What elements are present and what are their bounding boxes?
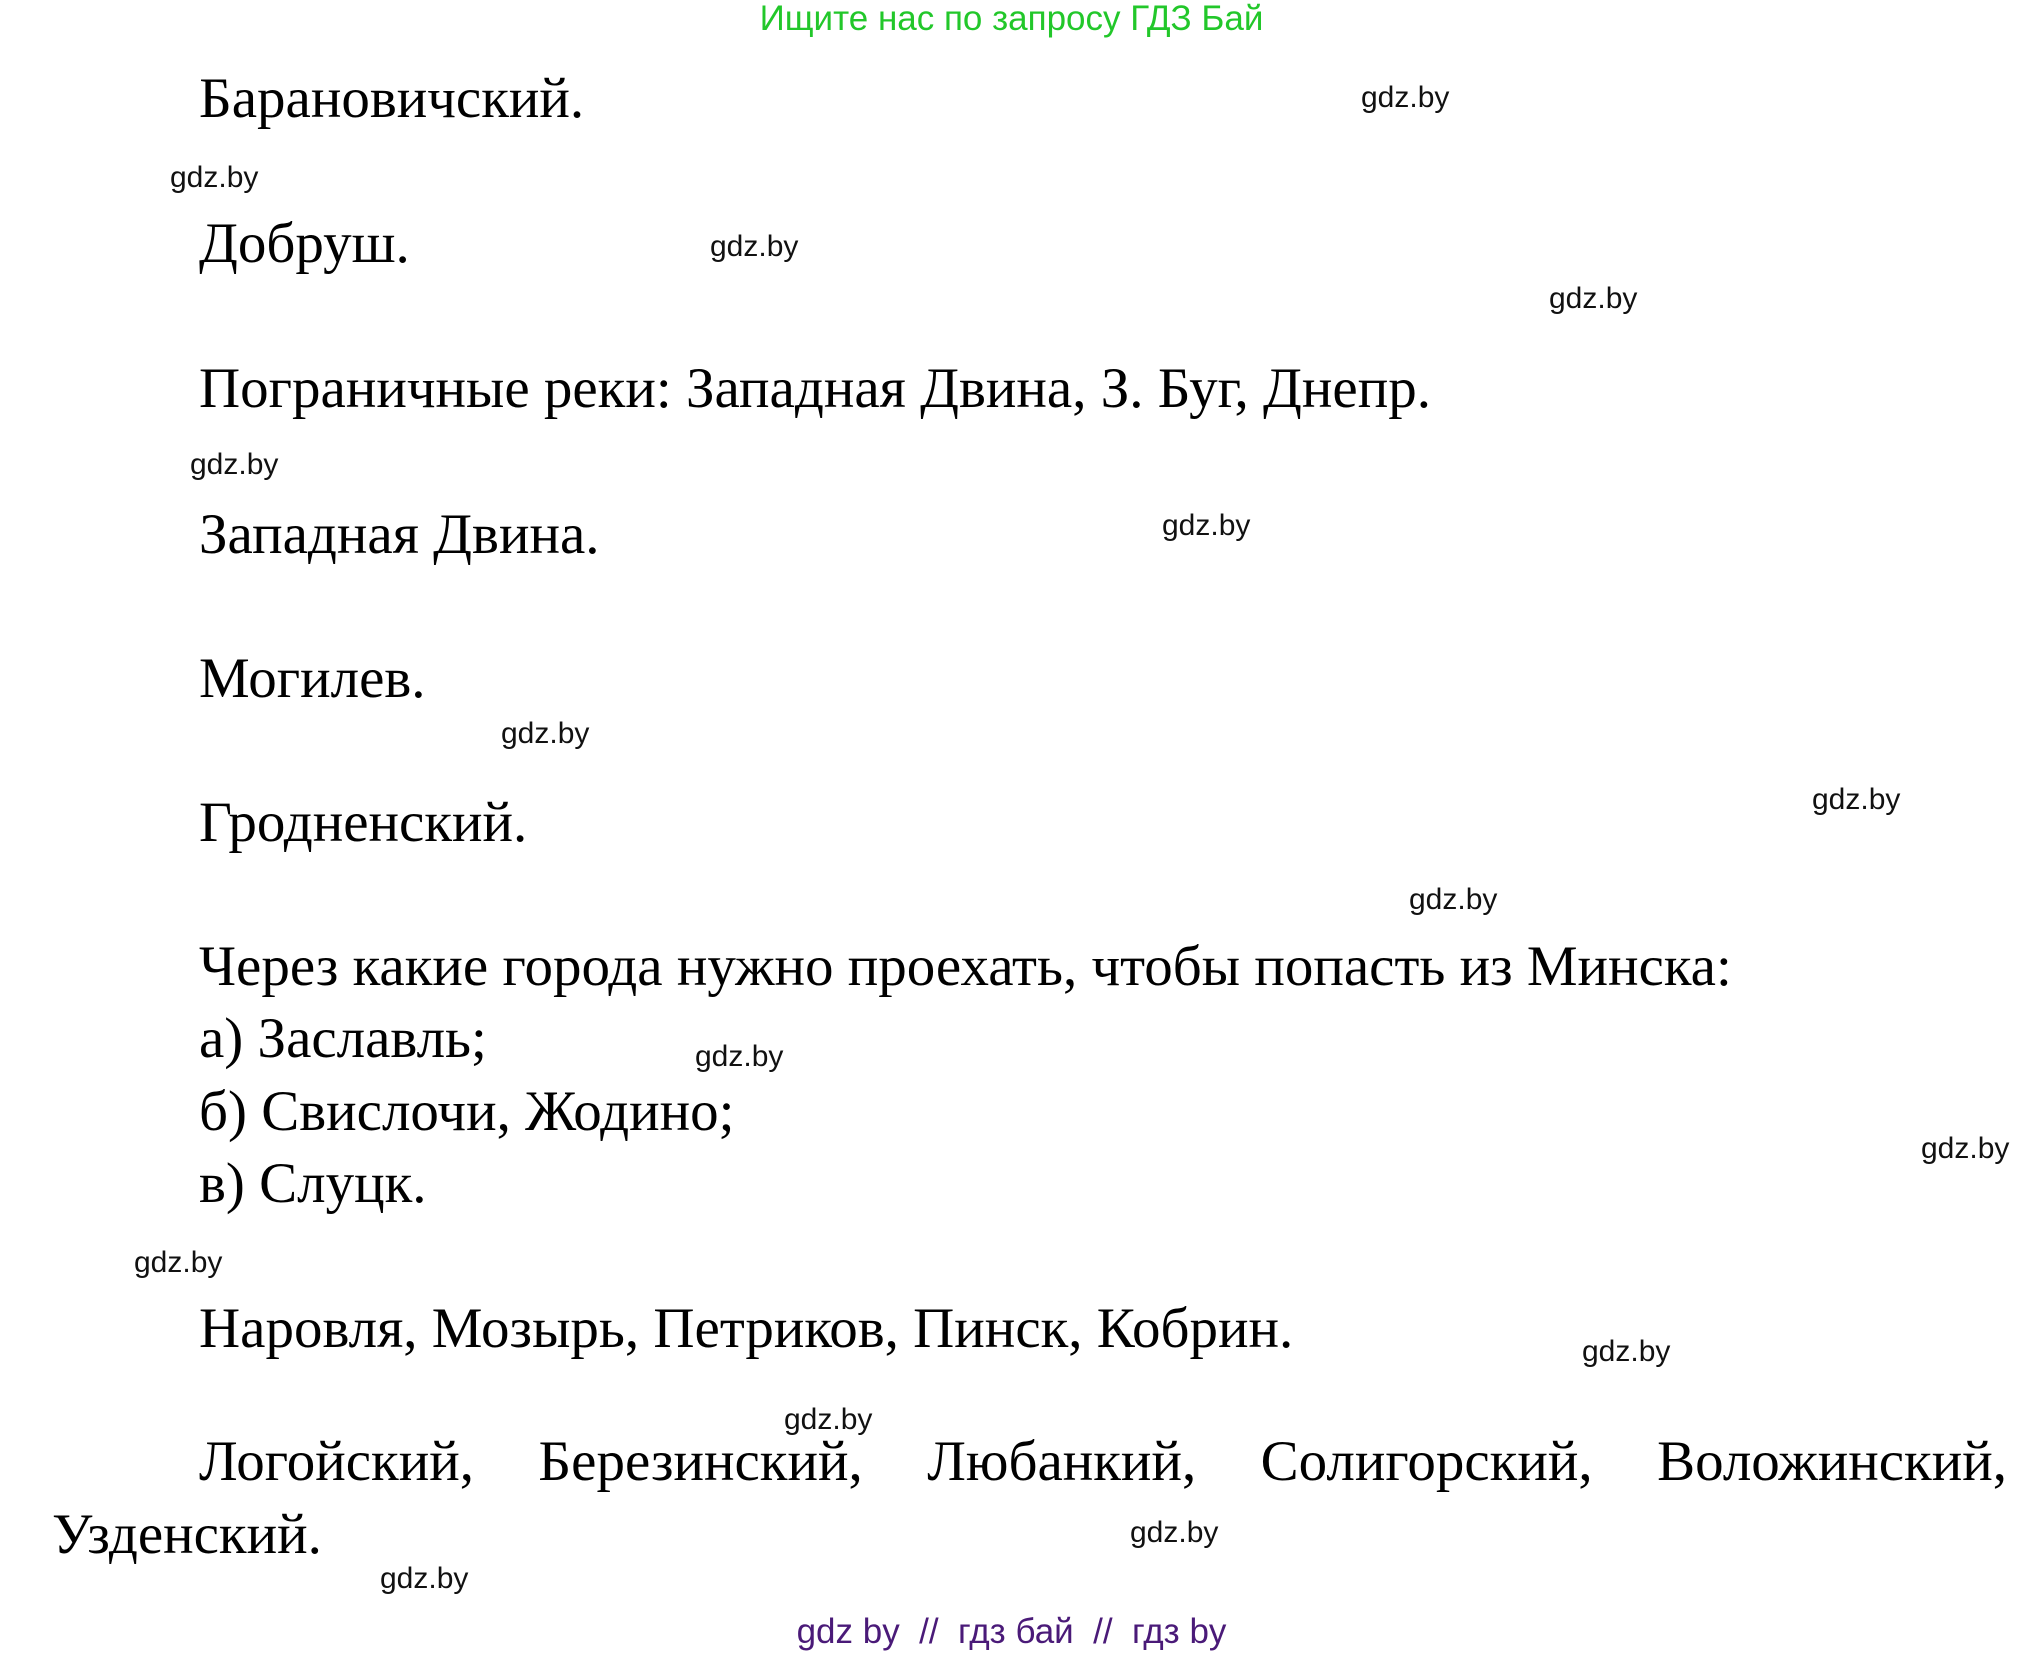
watermark: gdz.by	[695, 1040, 784, 1073]
watermark: gdz.by	[710, 230, 799, 263]
list-item: б) Свислочи, Жодино;	[199, 1080, 735, 1143]
watermark: gdz.by	[1549, 282, 1638, 315]
watermark: gdz.by	[134, 1246, 223, 1279]
watermark: gdz.by	[1162, 509, 1251, 542]
answer-line: Добруш.	[199, 212, 410, 275]
answer-line: Пограничные реки: Западная Двина, З. Буг, Днепр.	[199, 357, 1431, 420]
answer-line: Западная Двина.	[199, 503, 600, 566]
answer-line: Могилев.	[199, 647, 426, 710]
search-banner: Ищите нас по запросу ГДЗ Бай	[759, 0, 1264, 38]
watermark: gdz.by	[1361, 81, 1450, 114]
watermark: gdz.by	[1130, 1516, 1219, 1549]
watermark: gdz.by	[380, 1562, 469, 1595]
answer-line: Барановичский.	[199, 67, 585, 130]
list-item: в) Слуцк.	[199, 1152, 427, 1215]
watermark: gdz.by	[501, 717, 590, 750]
watermark: gdz.by	[170, 161, 259, 194]
watermark: gdz.by	[1409, 883, 1498, 916]
watermark: gdz.by	[1812, 783, 1901, 816]
watermark: gdz.by	[190, 448, 279, 481]
watermark: gdz.by	[1582, 1335, 1671, 1368]
answer-line: Гродненский.	[199, 791, 528, 854]
question-line: Через какие города нужно проехать, чтобы попасть из Минска:	[199, 935, 1732, 998]
answer-line: Наровля, Мозырь, Петриков, Пинск, Кобрин.	[199, 1297, 1294, 1360]
footer-links: gdz by // гдз бай // гдз by	[796, 1612, 1227, 1651]
answer-paragraph: Логойский, Березинский, Любанкий, Солигорский, Воложинский, Узденский.	[52, 1430, 2007, 1566]
list-item: а) Заславль;	[199, 1007, 487, 1070]
watermark: gdz.by	[784, 1403, 873, 1436]
watermark: gdz.by	[1921, 1132, 2010, 1165]
